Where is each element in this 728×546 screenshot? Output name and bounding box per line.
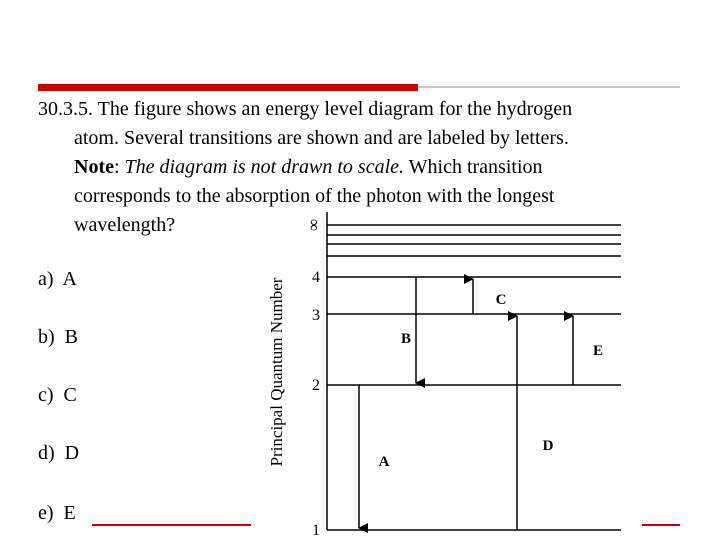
answer-option-a[interactable] (38, 268, 77, 291)
footer-rule-left (92, 524, 252, 526)
transition-label-d: D (542, 438, 554, 454)
question-line-5: wavelength? (74, 214, 176, 236)
question-number: 30.3.5. (38, 98, 93, 120)
transition-label-a: A (378, 454, 390, 470)
answer-option-d[interactable] (38, 442, 79, 465)
question-line-2: atom. Several transitions are shown and are labeled by letters. (74, 127, 569, 149)
answer-option-b[interactable] (38, 326, 78, 349)
note-label: Note (74, 156, 114, 178)
answer-option-e[interactable] (38, 502, 76, 525)
question-line-1-text: The figure shows an energy level diagram for the hydrogen (97, 98, 573, 120)
answer-value: A (62, 268, 77, 290)
answer-label: d) (38, 442, 55, 464)
transition-label-c: C (495, 292, 507, 308)
transition-label-e: E (592, 343, 604, 359)
question-line-4: corresponds to the absorption of the photon with the longest (74, 185, 555, 207)
question-line-1 (38, 95, 698, 124)
energy-level-diagram (251, 212, 642, 537)
level-label-infinity: ∞ (305, 218, 324, 232)
answer-label: b) (38, 326, 55, 348)
answer-value: C (63, 384, 77, 406)
answer-label: c) (38, 384, 54, 406)
answer-label: a) (38, 268, 54, 290)
title-rule-red (38, 84, 418, 91)
level-label-1: 1 (312, 522, 320, 537)
level-label-3: 3 (312, 307, 320, 324)
answer-label: e) (38, 502, 54, 524)
note-colon: : (113, 156, 120, 178)
answer-value: D (64, 442, 80, 464)
answer-value: B (64, 326, 79, 348)
question-line-3 (38, 153, 698, 182)
axis-label: Principal Quantum Number (267, 277, 286, 467)
level-label-4: 4 (312, 269, 320, 286)
diagram-svg (251, 212, 642, 537)
level-label-2: 2 (312, 377, 320, 394)
title-rule-gray (418, 86, 680, 88)
answer-value: E (63, 502, 76, 524)
question-line-3-text: Which transition (408, 156, 543, 178)
transition-label-b: B (400, 331, 412, 347)
note-italic: The diagram is not drawn to scale. (124, 156, 404, 178)
footer-rule-right (640, 524, 680, 526)
answer-option-c[interactable] (38, 384, 77, 407)
